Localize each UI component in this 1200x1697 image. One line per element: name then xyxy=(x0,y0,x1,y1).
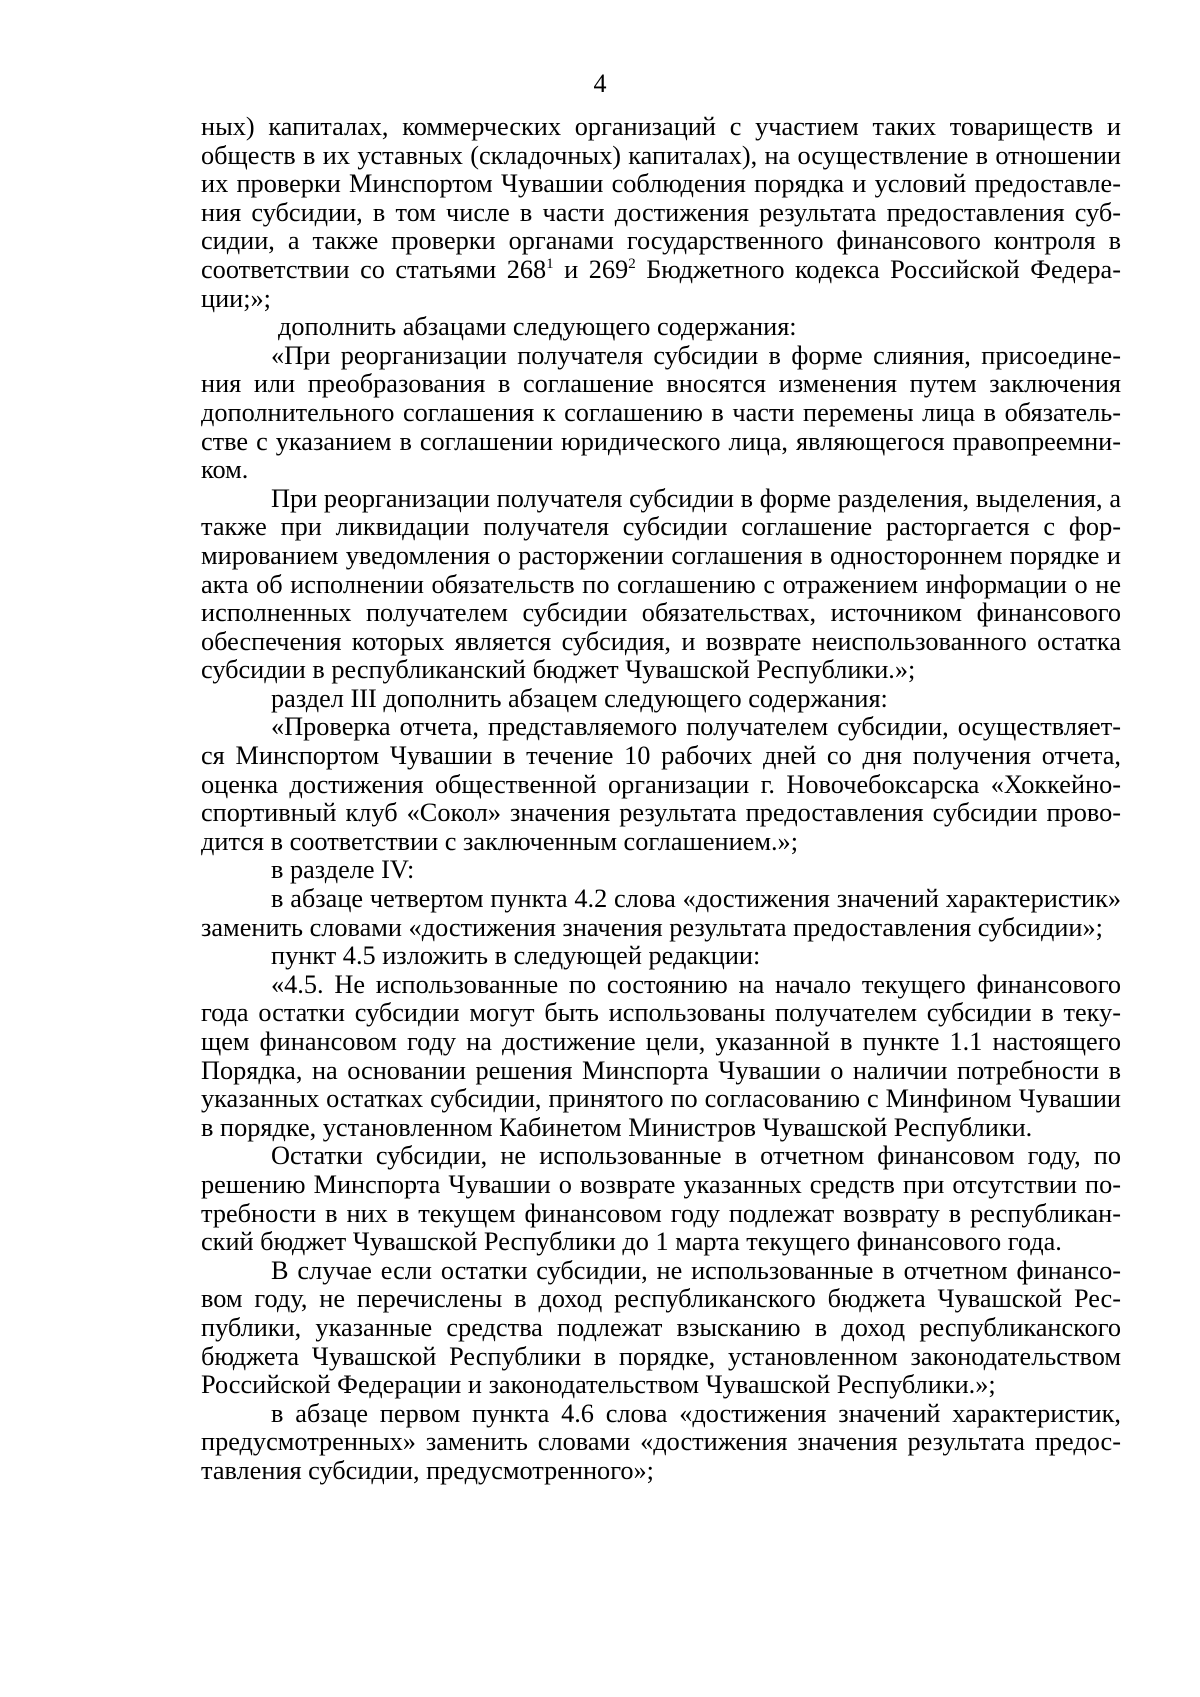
paragraph-supplement-intro: дополнить абзацами следующего содержания: xyxy=(278,312,797,342)
paragraph-clause-4-2: в абзаце четвертом пункта 4.2 слова «достижения значений характеристик» заменить словами «достижения значения результата предоставления субсидии»; xyxy=(201,884,1121,942)
paragraph-subsidy-remainder-return: Остатки субсидии, не использованные в отчетном финансовом году, по решению Минспорта Чувашии о возврате указанных средств при отсутствии потребности в них в текущем финансовом году подлежат возврату в республиканский бюджет Чувашской Республики до 1 марта текущего финансового года. xyxy=(201,1141,1121,1257)
paragraph-clause-4-5-text: «4.5. Не использованные по состоянию на начало текущего финансового года остатки субсидии могут быть использованы получателем субсидии в текущем финансовом году на достижение цели, указанной в пункте 1.1 настоящего Порядка, на основании решения Минспорта Чувашии о наличии потребности в указанных остатках субсидии, принятого по согласованию с Минфином Чувашии в порядке, установленном Кабинетом Министров Чувашской Республики. xyxy=(201,969,1121,1142)
paragraph-text: ных) капиталах, коммерческих организаций с участием таких товариществ и обществ в их уставных (складочных) капиталах), на осуществление в отношении их проверки Минспортом Чувашии соблюдения порядка и условий предоставления субсидии, в том числе в части достижения результата предоставления субсидии, а также проверки органами государственного финансового контроля в соответствии со статьями 268 xyxy=(201,112,1121,284)
superscript-1: 1 xyxy=(546,255,554,272)
paragraph-reorganization-merger: «При реорганизации получателя субсидии в форме слияния, присоединения или преобразования в соглашение вносятся изменения путем заключения дополнительного соглашения к соглашению в части перемены лица в обязательстве с указанием в соглашении юридического лица, являющегося правопреемником. xyxy=(201,340,1121,485)
paragraph-subsidy-recovery: В случае если остатки субсидии, не использованные в отчетном финансовом году, не перечислены в доход республиканского бюджета Чувашской Республики, указанные средства подлежат взысканию в доход республиканского бюджета Чувашской Республики в порядке, установленном законодательством Российской Федерации и законодательством Чувашской Республики.»; xyxy=(201,1255,1121,1400)
paragraph-text: и 269 xyxy=(553,254,629,284)
paragraph-clause-4-6: в абзаце первом пункта 4.6 слова «достижения значений характеристик, предусмотренных» заменить словами «достижения значения результата предоставления субсидии, предусмотренного»; xyxy=(201,1398,1121,1485)
paragraph-text: Бюджетного кодекса Российской Федерации;»; xyxy=(201,254,1121,313)
document-body xyxy=(201,113,1121,1486)
paragraph-continuation xyxy=(201,113,1121,313)
superscript-2: 2 xyxy=(628,255,636,272)
paragraph-section-4-intro: в разделе IV: xyxy=(271,855,415,885)
page-number: 4 xyxy=(593,69,607,98)
paragraph-section-3-intro: раздел III дополнить абзацем следующего содержания: xyxy=(271,683,888,713)
paragraph-report-verification: «Проверка отчета, представляемого получателем субсидии, осуществляется Минспортом Чувашии в течение 10 рабочих дней со дня получения отчета, оценка достижения общественной организации г. Новочебоксарска «Хоккейно-спортивный клуб «Сокол» значения результата предоставления субсидии проводится в соответствии с заключенным соглашением.»; xyxy=(201,712,1121,856)
paragraph-reorganization-division: При реорганизации получателя субсидии в форме разделения, выделения, а также при ликвидации получателя субсидии соглашение расторгается с формированием уведомления о расторжении соглашения в одностороннем порядке и акта об исполнении обязательств по соглашению с отражением информации о не исполненных получателем субсидии обязательствах, источником финансового обеспечения которых является субсидия, и возврате неиспользованного остатка субсидии в республиканский бюджет Чувашской Республики.»; xyxy=(201,483,1121,685)
paragraph-clause-4-5-intro: пункт 4.5 изложить в следующей редакции: xyxy=(271,941,761,971)
